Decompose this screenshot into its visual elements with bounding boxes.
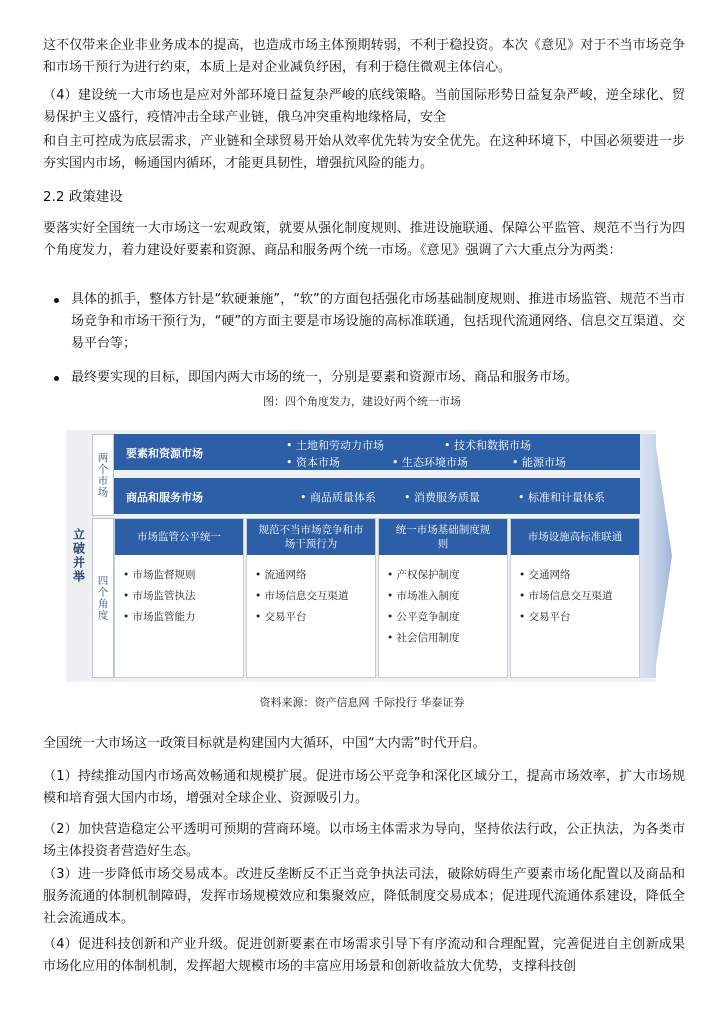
arrow-right-icon bbox=[654, 434, 672, 678]
figure-source: 资料来源：资产信息网 千际投行 华泰证券 bbox=[259, 696, 465, 709]
column-item: • 市场监管能力 bbox=[123, 611, 196, 623]
bullet-dot-icon bbox=[54, 376, 59, 381]
column-item: • 公平竞争制度 bbox=[387, 611, 460, 623]
market-item: • 商品质量体系 bbox=[300, 491, 376, 504]
bullet-text: 具体的抓手，整体方针是“软硬兼施”，“软”的方面包括强化市场基础制度规则、推进市场监管、规范不当市场竞争和市场干预行为，“硬”的方面主要是市场设施的高标准联通，包括现代流通网络、信息交互渠道、交易平台等； bbox=[71, 292, 685, 351]
market-label: 要素和资源市场 bbox=[126, 447, 203, 460]
column-item: • 市场监管执法 bbox=[123, 590, 196, 602]
side-label-markets: 两个市场 bbox=[92, 434, 114, 516]
figure-diagram bbox=[66, 430, 672, 682]
market-bar-factors bbox=[114, 434, 640, 470]
column-item: • 交通网络 bbox=[519, 569, 571, 581]
bullet-text: 最终要实现的目标，即国内两大市场的统一，分别是要素和资源市场、商品和服务市场。 bbox=[71, 370, 579, 385]
market-item: • 土地和劳动力市场 bbox=[286, 439, 384, 452]
column-item: • 交易平台 bbox=[255, 611, 307, 623]
paragraph-bottom-5: （4）促进科技创新和产业升级。促进创新要素在市场需求引导下有序流动和合理配置，完善促进自主创新成果市场化应用的体制机制，发挥超大规模市场的丰富应用场景和创新收益放大优势，支撑科技创 bbox=[43, 937, 685, 974]
market-item: • 技术和数据市场 bbox=[444, 439, 531, 452]
column-list bbox=[255, 565, 349, 628]
angle-column-supervision bbox=[114, 518, 244, 678]
figure-title: 图：四个角度发力，建设好两个统一市场 bbox=[263, 395, 461, 408]
market-item: • 标准和计量体系 bbox=[518, 491, 605, 504]
column-list bbox=[519, 565, 613, 628]
bullet-list bbox=[43, 289, 685, 389]
section-heading: 2.2 政策建设 bbox=[43, 189, 123, 205]
paragraph-bottom-1: 全国统一大市场这一政策目标就是构建国内大循环，中国“大内需”时代开启。 bbox=[43, 736, 486, 751]
market-item: • 消费服务质量 bbox=[404, 491, 480, 504]
bullet-item bbox=[43, 289, 685, 355]
column-item: • 产权保护制度 bbox=[387, 569, 460, 581]
paragraph-top-2: （4）建设统一大市场也是应对外部环境日益复杂严峻的底线策略。当前国际形势日益复杂严峻，逆全球化、贸易保护主义盛行，疫情冲击全球产业链，俄乌冲突重构地缘格局，安全 bbox=[43, 88, 685, 125]
column-item: • 社会信用制度 bbox=[387, 632, 460, 644]
column-title: 市场监管公平统一 bbox=[115, 519, 243, 555]
column-item: • 市场准入制度 bbox=[387, 590, 460, 602]
paragraph-top-3: 和自主可控成为底层需求，产业链和全球贸易开始从效率优先转为安全优先。在这种环境下，中国必须要进一步夯实国内市场，畅通国内循环，才能更具韧性，增强抗风险的能力。 bbox=[43, 134, 685, 171]
paragraph-bottom-4: （3）进一步降低市场交易成本。改进反垄断反不正当竞争执法司法，破除妨碍生产要素市场化配置以及商品和服务流通的体制机制障碍，发挥市场规模效应和集聚效应，降低制度交易成本；促进现代流通体系建设，降低全社会流通成本。 bbox=[43, 867, 685, 926]
column-list bbox=[123, 565, 196, 628]
intro-paragraph: 要落实好全国统一大市场这一宏观政策，就要从强化制度规则、推进设施联通、保障公平监管、规范不当行为四个角度发力，着力建设好要素和资源、商品和服务两个统一市场。《意见》强调了六大重点分为两类： bbox=[43, 221, 685, 258]
market-item: • 资本市场 bbox=[286, 456, 340, 469]
column-title: 规范不当市场竞争和市场干预行为 bbox=[247, 519, 375, 555]
column-item: • 市场监督规则 bbox=[123, 569, 196, 581]
column-item: • 交易平台 bbox=[519, 611, 571, 623]
column-title: 统一市场基础制度规则 bbox=[379, 519, 507, 555]
bullet-item bbox=[43, 367, 685, 389]
column-item: • 市场信息交互渠道 bbox=[519, 590, 613, 602]
side-label-angles: 四个角度 bbox=[92, 518, 114, 678]
figure-arrow-body bbox=[640, 434, 656, 678]
bullet-dot-icon bbox=[54, 298, 59, 303]
column-item: • 市场信息交互渠道 bbox=[255, 590, 349, 602]
angle-column-conduct bbox=[246, 518, 376, 678]
column-item: • 流通网络 bbox=[255, 569, 307, 581]
paragraph-bottom-2: （1）持续推动国内市场高效畅通和规模扩展。促进市场公平竞争和深化区域分工，提高市场效率，扩大市场规模和培育强大国内市场，增强对全球企业、资源吸引力。 bbox=[43, 769, 685, 806]
column-title: 市场设施高标准联通 bbox=[511, 519, 639, 555]
paragraph-bottom-3: （2）加快营造稳定公平透明可预期的营商环境。以市场主体需求为导向，坚持依法行政，公正执法，为各类市场主体投资者营造好生态。 bbox=[43, 822, 685, 859]
angle-column-rules bbox=[378, 518, 508, 678]
column-list bbox=[387, 565, 460, 649]
market-label: 商品和服务市场 bbox=[126, 491, 203, 504]
market-item: • 能源市场 bbox=[512, 456, 566, 469]
angle-column-facilities bbox=[510, 518, 640, 678]
market-bar-goods bbox=[114, 478, 640, 514]
market-item: • 生态环境市场 bbox=[392, 456, 468, 469]
side-label-main: 立破并举 bbox=[71, 528, 86, 584]
paragraph-top-1: 这不仅带来企业非业务成本的提高，也造成市场主体预期转弱，不利于稳投资。本次《意见》对于不当市场竞争和市场干预行为进行约束，本质上是对企业减负纾困，有利于稳住微观主体信心。 bbox=[43, 38, 685, 75]
